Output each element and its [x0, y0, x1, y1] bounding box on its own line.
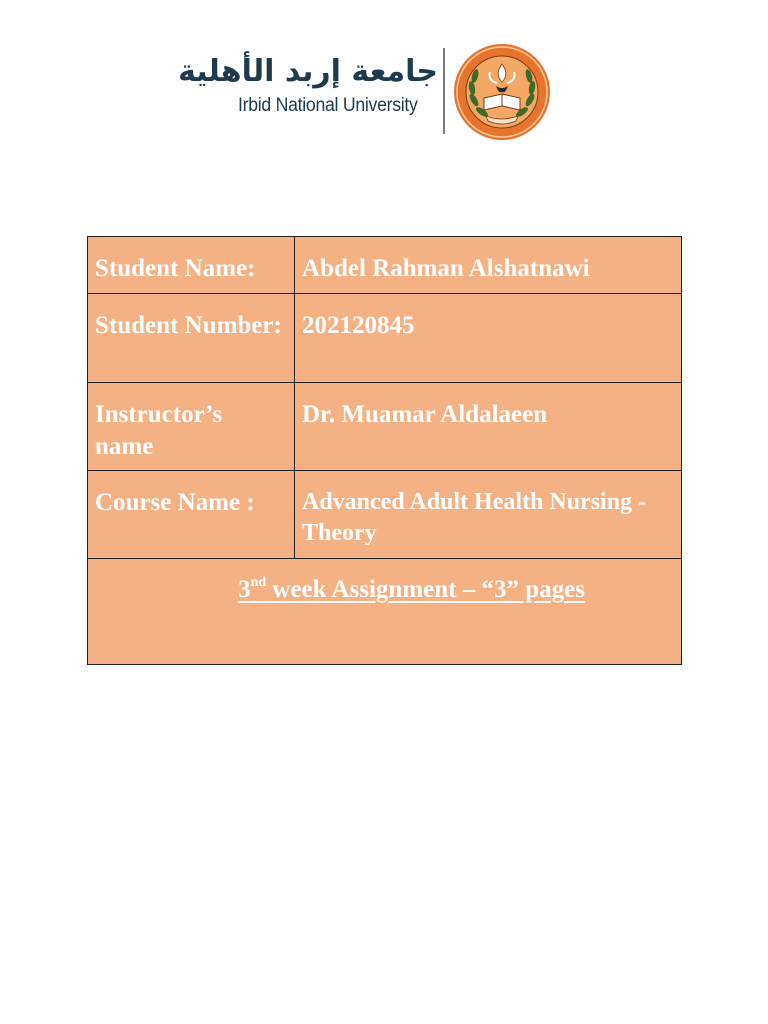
student-name-value: Abdel Rahman Alshatnawi [302, 255, 590, 282]
course-name-label: Course Name : [95, 489, 255, 516]
logo-arabic-name: جامعة إربد الأهلية [178, 54, 438, 89]
table-row [88, 471, 681, 559]
logo-english-name: Irbid National University [238, 95, 418, 116]
assignment-ordinal-suffix: nd [250, 575, 267, 590]
course-name-value: Advanced Adult Health Nursing - Theory [302, 489, 647, 546]
student-number-value: 202120845 [302, 312, 415, 339]
student-name-label: Student Name: [95, 255, 256, 282]
assignment-title-text: week Assignment – “3” pages [266, 576, 585, 603]
table-row [88, 294, 681, 383]
university-seal-icon [452, 42, 552, 142]
assignment-week-number: 3 [238, 576, 251, 603]
logo-wordmark [178, 54, 438, 134]
student-info-table [87, 236, 682, 665]
assignment-title [88, 573, 681, 607]
instructor-name-label: Instructor’s name [95, 401, 223, 460]
student-number-label: Student Number: [95, 312, 282, 339]
table-row [88, 237, 681, 294]
instructor-name-value: Dr. Muamar Aldalaeen [302, 401, 548, 428]
logo-divider [443, 48, 445, 134]
university-logo [178, 42, 560, 142]
table-row [88, 383, 681, 471]
